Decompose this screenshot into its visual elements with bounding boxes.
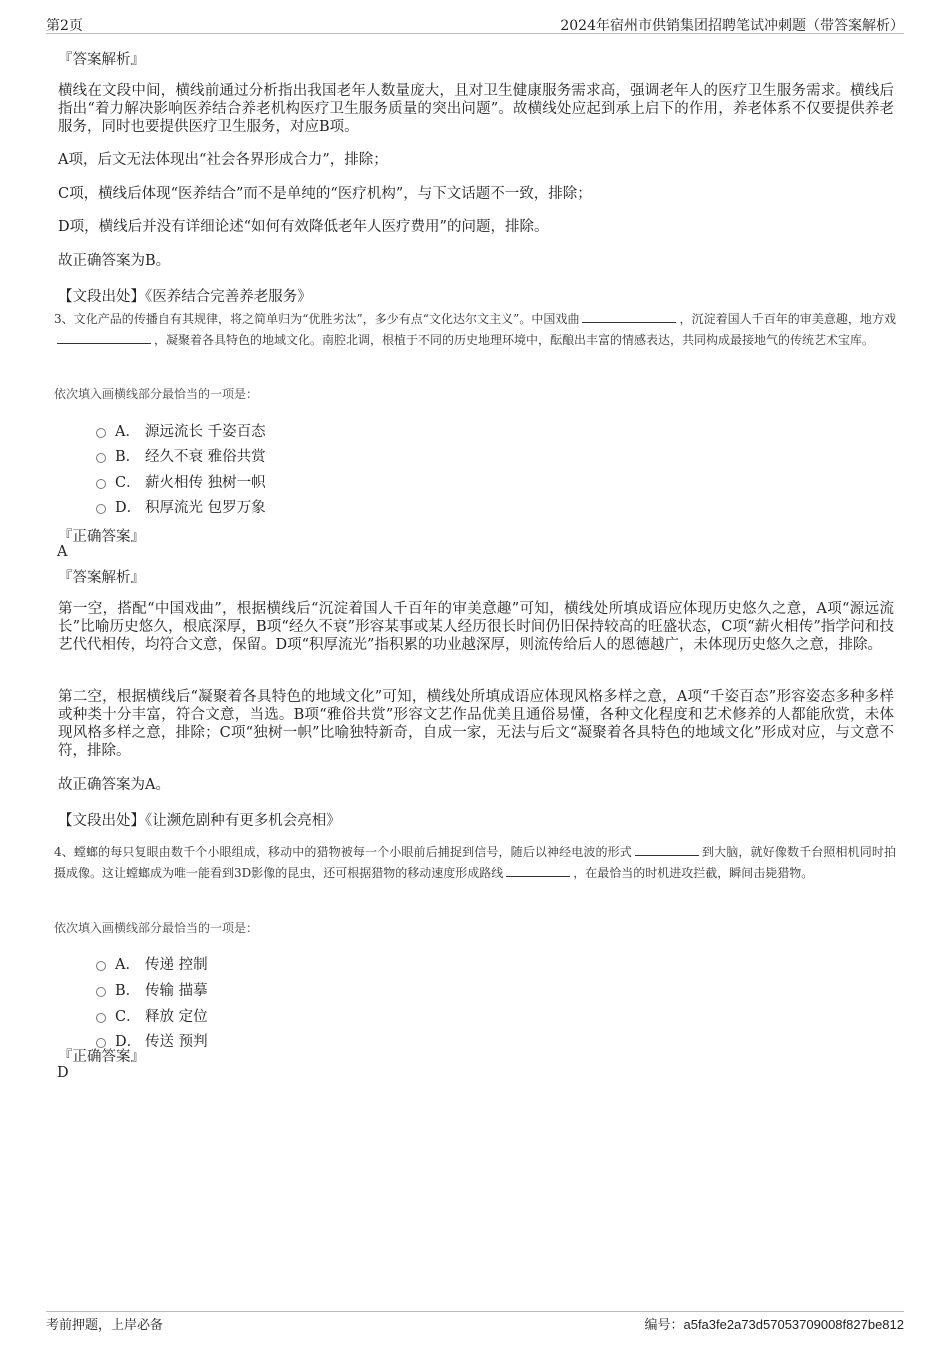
q3-option-a[interactable]: A． 源远流长 千姿百态 (96, 420, 266, 442)
blank-2 (57, 331, 151, 344)
source-3: 【文段出处】《让濒危剧种有更多机会亮相》 (58, 813, 341, 829)
radio-icon[interactable] (96, 428, 106, 438)
source-1: 【文段出处】《医养结合完善养老服务》 (58, 289, 312, 305)
question-4-prompt: 依次填入画横线部分最恰当的一项是： (54, 921, 259, 935)
q3-analysis-1: 第一空，搭配“中国戏曲”，根据横线后“沉淀着国人千百年的审美意趣”可知，横线处所填成语应体现历史悠久之意，A项“源远流长”比喻历史悠久，根底深厚，B项“经久不衰”形容某事或某人经历很长时间仍旧保持较高的旺盛状态，C项“薪火相传”指学问和技艺代代相传，均符合文意，保留。D项“积厚流光”指积累的功业越深厚，则流传给后人的恩德越广，未体现历史悠久之意，排除。 (58, 601, 894, 653)
question-3-prompt: 依次填入画横线部分最恰当的一项是： (54, 387, 259, 401)
radio-icon[interactable] (96, 987, 106, 997)
footer-slogan: 考前押题，上岸必备 (46, 1318, 164, 1333)
footer-divider (46, 1311, 904, 1312)
correct-answer-label-4: 『正确答案』 (58, 1049, 145, 1065)
document-title: 2024年宿州市供销集团招聘笔试冲刺题（带答案解析） (560, 18, 904, 34)
radio-icon[interactable] (96, 961, 106, 971)
q3-analysis-2: 第二空，根据横线后“凝聚着各具特色的地域文化”可知，横线处所填成语应体现风格多样之意，A项“千姿百态”形容姿态多种多样或种类十分丰富，符合文意，当选。B项“雅俗共赏”形容文艺作品优美且通俗易懂，各种文化程度和艺术修养的人都能欣赏，未体现风格多样之意，排除；C项“独树一帜”比喻独特新奇，自成一家，无法与后文“凝聚着各具特色的地域文化”形成对应，与文意不符，排除。 (58, 689, 894, 759)
radio-icon[interactable] (96, 504, 106, 514)
q4-option-d[interactable]: D． 传送 预判 (96, 1030, 208, 1052)
conclusion-3: 故正确答案为A。 (58, 777, 170, 793)
page-number: 第2页 (46, 18, 83, 34)
q4-option-a[interactable]: A． 传递 控制 (96, 953, 208, 975)
analysis-label-3: 『答案解析』 (58, 570, 145, 586)
correct-answer-4: D (57, 1065, 69, 1081)
q3-option-b[interactable]: B． 经久不衰 雅俗共赏 (96, 445, 266, 467)
q3-option-c[interactable]: C． 薪火相传 独树一帜 (96, 471, 266, 493)
q4-option-c[interactable]: C． 释放 定位 (96, 1005, 208, 1027)
conclusion-1: 故正确答案为B。 (58, 253, 171, 269)
blank-1 (635, 843, 699, 856)
correct-answer-label-3: 『正确答案』 (58, 529, 145, 545)
analysis-paragraph-2: A项，后文无法体现出“社会各界形成合力”，排除； (58, 152, 388, 168)
radio-icon[interactable] (96, 479, 106, 489)
question-3-text: 3、文化产品的传播自有其规律，将之简单归为“优胜劣汰”，多少有点“文化达尔文主义”。中国戏曲 ，沉淀着国人千百年的审美意趣，地方戏，凝聚着各具特色的地域文化。南腔北调，根植于不同的历史地理环境中，酝酿出丰富的情感表达，共同构成最接地气的传统艺术宝库。 (54, 312, 896, 347)
radio-icon[interactable] (96, 1013, 106, 1023)
q4-option-b[interactable]: B． 传输 描摹 (96, 979, 208, 1001)
q3-option-d[interactable]: D． 积厚流光 包罗万象 (96, 496, 266, 518)
document-code: 编号：a5fa3fe2a73d57053709008f827be812 (644, 1317, 904, 1333)
radio-icon[interactable] (96, 453, 106, 463)
analysis-paragraph-3: C项，横线后体现“医养结合”而不是单纯的“医疗机构”，与下文话题不一致，排除； (58, 186, 592, 202)
analysis-label-1: 『答案解析』 (58, 52, 145, 68)
question-4-text: 4、螳螂的每只复眼由数千个小眼组成，移动中的猎物被每一个小眼前后捕捉到信号，随后以神经电波的形式 到大脑，就好像数千台照相机同时拍摄成像。这让螳螂成为唯一能看到3D影像的昆虫，还可根据猎物的移动速度形成路线 ，在最恰当的时机进攻拦截，瞬间击毙猎物。 (54, 845, 896, 880)
correct-answer-3: A (57, 544, 68, 560)
analysis-paragraph-4: D项，横线后并没有详细论述“如何有效降低老年人医疗费用”的问题，排除。 (58, 219, 549, 235)
blank-2 (506, 864, 570, 877)
header-divider (46, 33, 904, 34)
analysis-paragraph-1: 横线在文段中间，横线前通过分析指出我国老年人数量庞大，且对卫生健康服务需求高，强调老年人的医疗卫生服务需求。横线后指出“着力解决影响医养结合养老机构医疗卫生服务质量的突出问题”。故横线处应起到承上启下的作用，养老体系不仅要提供养老服务，同时也要提供医疗卫生服务，对应B项。 (58, 83, 894, 135)
blank-1 (582, 310, 676, 323)
